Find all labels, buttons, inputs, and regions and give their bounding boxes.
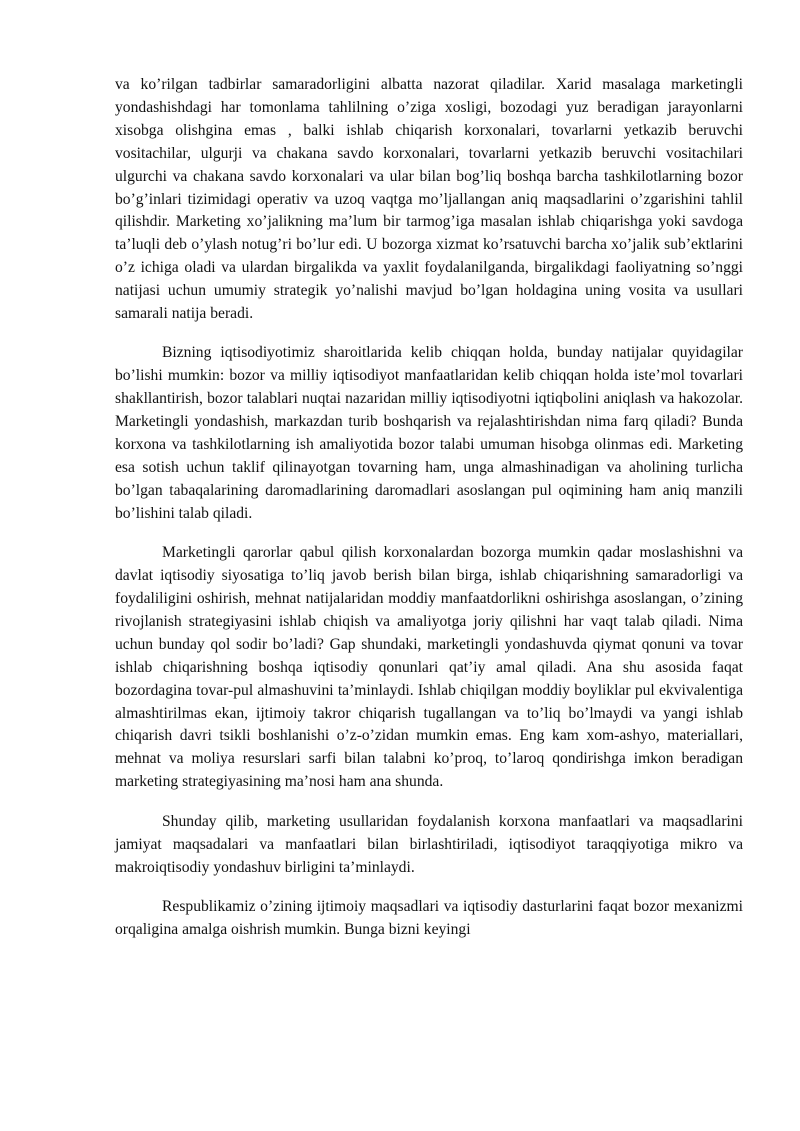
paragraph-4: Shunday qilib, marketing usullaridan foydalanish korxona manfaatlari va maqsadlarini jamiyat maqsadalari va manfaatlari bilan birlashtiriladi, iqtisodiyot taraqqiyotiga mikro va makroiqtisodiy yondashuv birligini ta’minlaydi. [115,812,743,876]
paragraph-5: Respublikamiz o’zining ijtimoiy maqsadlari va iqtisodiy dasturlarini faqat bozor mexanizmi orqaligina amalga oishrish mumkin. Bunga bizni keyingi [115,897,743,938]
paragraph-1: va ko’rilgan tadbirlar samaradorligini albatta nazorat qiladilar. Xarid masalaga marketingli yondashishdagi har tomonlama tahlilning o’ziga xosligi, bozodagi yuz beradigan jarayonlarni xisobga olishgina emas , balki ishlab chiqarish korxonalari, tovarlarni yetkazib beruvchi vositachilar, ulgurji va chakana savdo korxonalari, tovarlarni yetkazib beruvchi vositachilari ulgurchi va chakana savdo korxonalari va ular bilan bog’liq boshqa barcha tashkilotlarning bozor bo’g’inlari tizimidagi operativ va uzoq vaqtga mo’ljallangan aniq maqsadlarini o’zgarishini tahlil qilishdir. Marketing xo’jalikning ma’lum bir tarmog’iga masalan ishlab chiqarishga yoki savdoga ta’luqli deb o’ylash notug’ri bo’lur edi. U bozorga xizmat ko’rsatuvchi barcha xo’jalik sub’ektlarini o’z ichiga oladi va ulardan birgalikda va yaxlit foydalanilganda, birgalikdagi faoliyatning so’nggi natijasi uchun umumiy strategik yo’nalishi mavjud bo’lgan holdagina uning vosita va usullari samarali natija beradi. [115,76,743,323]
document-page [115,74,743,958]
paragraph-3: Marketingli qarorlar qabul qilish korxonalardan bozorga mumkin qadar moslashishni va davlat iqtisodiy siyosatiga to’liq javob berish bilan birga, ishlab chiqarishning samaradorligi va foydaliligini oshirish, mehnat natijalaridan moddiy manfaatdorlikni oshirishga asoslangan, o’zining rivojlanish strategiyasini ishlab chiqish va amaliyotga joriy qilishni har vaqt talab qiladi. Nima uchun bunday qol sodir bo’ladi? Gap shundaki, marketingli yondashuvda qiymat qonuni va tovar ishlab chiqarishning boshqa iqtisodiy qonunlari qat’iy amal qiladi. Ana shu asosida faqat bozordagina tovar-pul almashuvini ta’minlaydi. Ishlab chiqilgan moddiy boyliklar pul ekvivalentiga almashtirilmas ekan, ijtimoiy takror chiqarish tugallangan va to’liq bo’lmaydi va yangi ishlab chiqarish davri tsikli boshlanishi o’z-o’zidan mumkin emas. Eng kam xom-ashyo, materiallari, mehnat va moliya resurslari sarfi bilan talabni ko’proq, to’laroq qondirishga imkon beradigan marketing strategiyasining ma’nosi ham ana shunda. [115,544,743,791]
paragraph-2: Bizning iqtisodiyotimiz sharoitlarida kelib chiqqan holda, bunday natijalar quyidagilar bo’lishi mumkin: bozor va milliy iqtisodiyot manfaatlaridan kelib chiqqan holda iste’mol tovarlari shakllantirish, bozor talablari nuqtai nazaridan milliy iqtisodiyotni iqtiqbolini aniqlash va hakozolar. Marketingli yondashish, markazdan turib boshqarish va rejalashtirishdan nima farq qiladi? Bunda korxona va tashkilotlarning ish amaliyotida bozor talabi umuman hisobga olinmas edi. Marketing esa sotish uchun taklif qilinayotgan tovarning ham, unga almashinadigan va aholining turlicha bo’lgan tabaqalarining daromadlarining daromadlari asoslangan pul oqimining ham aniq manzili bo’lishini talab qiladi. [115,344,743,522]
